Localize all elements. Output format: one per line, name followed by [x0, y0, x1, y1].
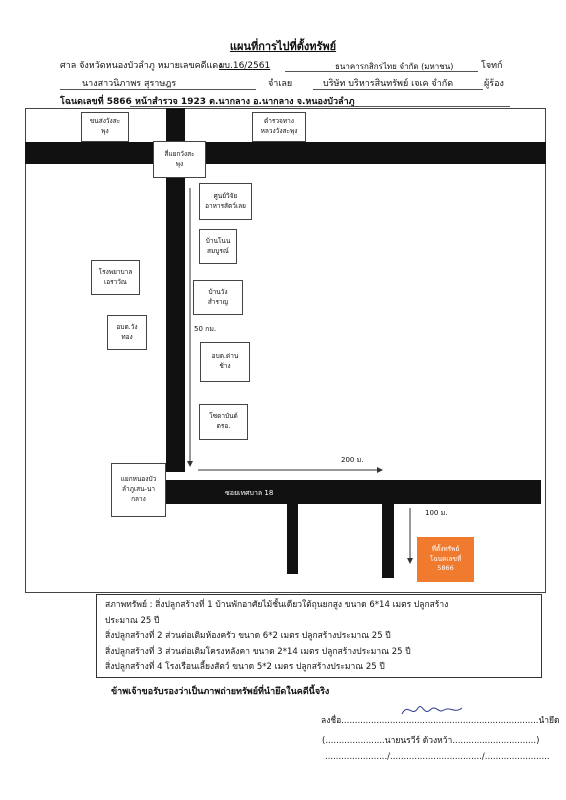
landmark-hospital-line2: เอราวัณ	[104, 277, 127, 286]
defendant-role: จำเลย	[268, 79, 293, 89]
court-label: ศาล จังหวัดหนองบัวลำภู หมายเลขคดีแดง	[60, 61, 223, 71]
landmark-dankhang-line1: อบต.ด่าน	[211, 352, 239, 361]
handwritten-signature	[398, 700, 468, 722]
landmark-food-line1: ศูนย์วิจัย	[213, 191, 238, 200]
landmark-sodaban-line1: โซดาบันต์	[209, 412, 238, 421]
plaintiff-name: ธนาคารกสิกรไทย จำกัด (มหาชน)	[335, 62, 454, 71]
case-number: ผบ.16/2561	[219, 61, 271, 71]
property-label-line3: 5866	[437, 564, 454, 573]
landmark-dankhang-line2: ช้าง	[219, 362, 231, 370]
landmark-junction-line2: พุง	[175, 159, 184, 168]
landmark-police-line2: หลวงวังสะพุง	[260, 127, 298, 135]
deed-info: โฉนดเลขที่ 5866 หน้าสำรวจ 1923 ต.นากลาง อ.นากลาง จ.หนองบัวลำภู	[60, 97, 355, 107]
petitioner-role: ผู้ร้อง	[484, 79, 504, 89]
property-label-line1: ที่ตั้งทรัพย์	[431, 544, 460, 553]
landmark-food-line2: อาหารสัตว์เลย	[205, 201, 246, 210]
conditions-line3: สิ่งปลูกสร้างที่ 2 ส่วนต่อเติมห้องครัว ขนาด 6*2 เมตร ปลูกสร้างประมาณ 25 ปี	[105, 631, 391, 641]
landmark-nonsomboon-line2: สมบูรณ์	[207, 246, 229, 255]
certification-statement: ข้าพเจ้าขอรับรองว่าเป็นภาพถ่ายทรัพย์ที่นำยึดในคดีนี้จริง	[111, 687, 330, 697]
plaintiff-role: โจทก์	[481, 61, 503, 71]
conditions-line2: ประมาณ 25 ปี	[105, 615, 160, 626]
landmark-wangsamran-line1: บ้านวัง	[208, 287, 228, 296]
conditions-line4: สิ่งปลูกสร้างที่ 3 ส่วนต่อเติมโครงหลังคา ขนาด 2*14 เมตร ปลูกสร้างประมาณ 25 ปี	[105, 646, 411, 657]
document-title: แผนที่การไปที่ตั้งทรัพย์	[229, 40, 337, 53]
landmark-naklang-line3: กลาง	[131, 494, 146, 503]
landmark-police-line1: ตำรวจทาง	[264, 117, 294, 126]
landmark-naklang-line2: ลำภูเสน-นา	[121, 485, 155, 494]
signature-line: ลงชื่อ.........................................................................นำยึด	[321, 716, 560, 726]
property-label-line2: โฉนดเลขที่	[429, 554, 462, 563]
distance-100m: 100 ม.	[425, 509, 448, 517]
landmark-nonsomboon-line1: บ้านโนน	[205, 236, 231, 245]
date-line: ......................./................................../........................	[325, 752, 550, 762]
signer-name-line: (......................นายนรวีร์ ด้วงหว้า...............................)	[322, 736, 540, 746]
distance-200m: 200 ม.	[341, 456, 364, 464]
landmark-junction-line1: สี่แยกวังสะ	[164, 149, 195, 158]
petitioner-name: บริษัท บริหารสินทรัพย์ เจเค จำกัด	[323, 79, 454, 89]
landmark-naklang-line1: แยกหนองบัว	[120, 475, 157, 484]
landmark-khonsong-line1: ขนส่งวังสะ	[89, 117, 121, 126]
landmark-wangthong-line1: อบต.วัง	[116, 322, 138, 331]
defendant-name: นางสาวนิภาพร สุราษฎร	[82, 79, 177, 89]
distance-50km: 50 กม.	[194, 325, 217, 333]
soi-road-label: ซอยเทศบาล 18	[225, 489, 274, 497]
landmark-khonsong-line2: พุง	[101, 127, 109, 135]
property-location-marker	[417, 537, 474, 582]
property-conditions-box	[96, 594, 542, 678]
conditions-line5: สิ่งปลูกสร้างที่ 4 โรงเรือนเลี้ยงสัตว์ ขนาด 5*2 เมตร ปลูกสร้างประมาณ 25 ปี	[105, 662, 385, 672]
landmark-wangsamran-line2: สำราญ	[207, 297, 229, 306]
landmark-sodaban-line2: ตรอ.	[216, 422, 231, 430]
landmark-wangthong-line2: ทอง	[121, 332, 133, 341]
landmark-hospital-line1: โรงพยาบาล	[98, 267, 133, 276]
conditions-line1: สภาพทรัพย์ : สิ่งปลูกสร้างที่ 1 บ้านพักอาศัยไม้ชั้นเดียวใต้ถุนยกสูง ขนาด 6*14 เมตร ปลูกสร้าง	[105, 600, 449, 610]
